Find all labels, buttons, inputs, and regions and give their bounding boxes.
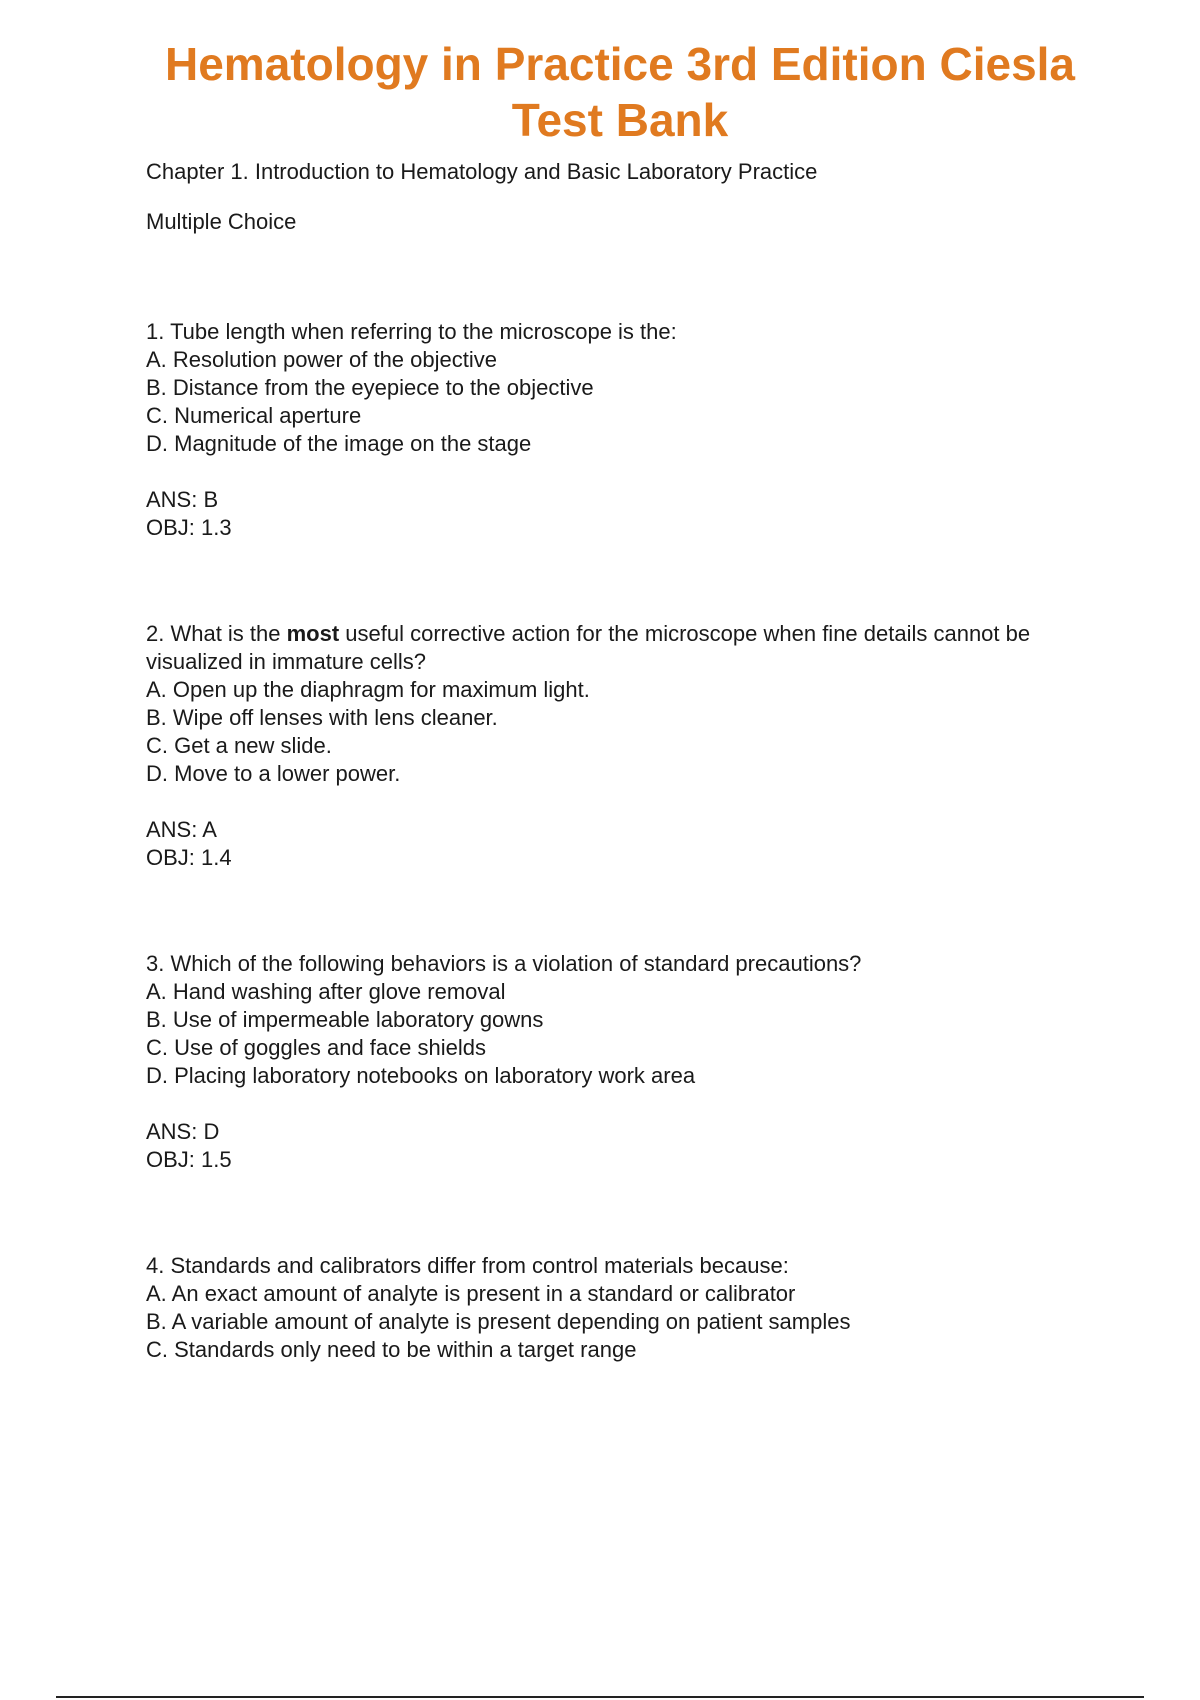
section-label: Multiple Choice (146, 209, 297, 234)
option-b: B. A variable amount of analyte is present depending on patient samples (146, 1309, 851, 1334)
question-stem: 1. Tube length when referring to the microscope is the: (146, 319, 677, 344)
objective-ref: OBJ: 1.3 (146, 515, 232, 540)
option-c: C. Numerical aperture (146, 403, 362, 428)
option-list (146, 978, 1076, 1090)
option-d: D. Magnitude of the image on the stage (146, 431, 532, 456)
answer-key: ANS: D (146, 1119, 220, 1144)
option-d: D. Placing laboratory notebooks on laboratory work area (146, 1063, 696, 1088)
question-3 (146, 950, 1076, 1174)
document-body (146, 158, 1076, 1364)
objective-ref: OBJ: 1.4 (146, 845, 232, 870)
answer-key: ANS: B (146, 487, 219, 512)
answer-block (146, 1118, 1076, 1174)
option-list (146, 346, 1076, 458)
objective-ref: OBJ: 1.5 (146, 1147, 232, 1172)
option-b: B. Distance from the eyepiece to the objective (146, 375, 594, 400)
option-b: B. Use of impermeable laboratory gowns (146, 1007, 544, 1032)
stem-start: 2. What is the (146, 621, 287, 646)
option-a: A. Open up the diaphragm for maximum light. (146, 677, 590, 702)
document-title (130, 36, 1110, 148)
option-a: A. Hand washing after glove removal (146, 979, 506, 1004)
question-4 (146, 1252, 1076, 1364)
option-b: B. Wipe off lenses with lens cleaner. (146, 705, 498, 730)
option-d: D. Move to a lower power. (146, 761, 401, 786)
question-1 (146, 318, 1076, 542)
answer-block (146, 816, 1076, 872)
option-c: C. Use of goggles and face shields (146, 1035, 486, 1060)
stem-emphasis: most (286, 621, 340, 646)
chapter-heading: Chapter 1. Introduction to Hematology and Basic Laboratory Practice (146, 159, 818, 184)
option-a: A. Resolution power of the objective (146, 347, 497, 372)
option-c: C. Standards only need to be within a target range (146, 1337, 637, 1362)
option-list (146, 676, 1076, 788)
page-bottom-rule (56, 1696, 1144, 1698)
title-line-2: Test Bank (511, 94, 729, 146)
answer-key: ANS: A (146, 817, 217, 842)
stem-end: useful corrective action for the microscope when fine details cannot be visualized in immature cells? (146, 621, 1031, 674)
question-stem: 4. Standards and calibrators differ from control materials because: (146, 1253, 789, 1278)
answer-block (146, 486, 1076, 542)
question-stem (146, 620, 1076, 676)
option-c: C. Get a new slide. (146, 733, 332, 758)
option-list (146, 1280, 1076, 1364)
option-a: A. An exact amount of analyte is present in a standard or calibrator (146, 1281, 796, 1306)
question-2 (146, 620, 1076, 872)
question-stem: 3. Which of the following behaviors is a violation of standard precautions? (146, 951, 862, 976)
title-line-1: Hematology in Practice 3rd Edition Ciesla (164, 38, 1076, 90)
